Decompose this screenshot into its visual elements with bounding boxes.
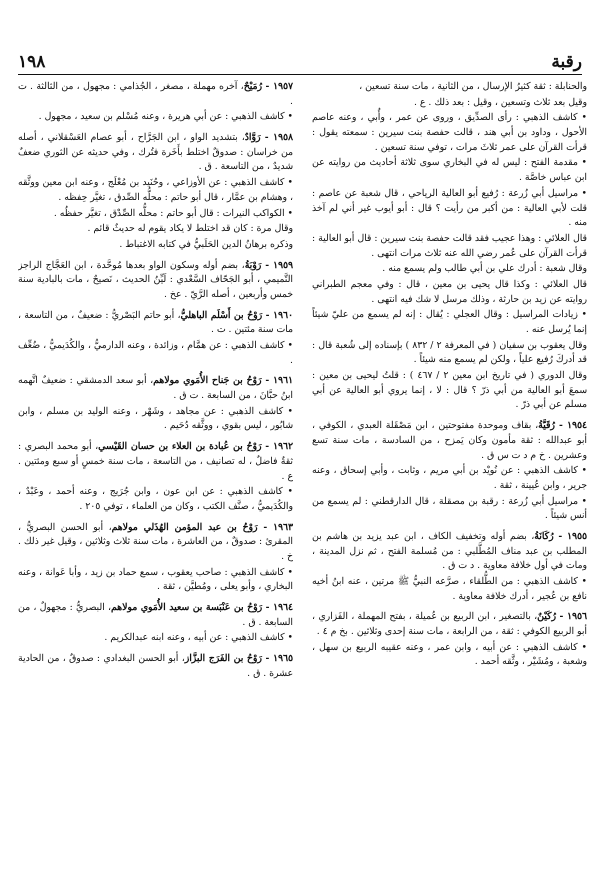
right-column	[312, 80, 587, 865]
paragraph-text: ، أبو الحسن البصريُّ ، المقرئ : صدوقٌ ، من العاشرة ، مات سنة ثلاث وثلاثين ، وقيل غير ذلك . خ .	[18, 521, 293, 562]
entry-name: رَوْحُ بن عَنْبَسة بن سعيد الأُمَوي مولاهم	[111, 602, 263, 613]
entry-name: رُكَانَةُ	[534, 530, 554, 542]
paragraph-text: • الكواكب النيرات : قال أبو حاتم : محلُّه الصِّدْق ، تغيَّر حفظُه .	[53, 207, 293, 219]
entry-name: رَوْبَةُ	[244, 259, 262, 271]
paragraph-text: ، بتشديد الواو ، ابن الجَرَّاح ، أبو عصام العَسْقلاني ، أصله من خراسان : صدوقٌ اختلط بأَخَرة فتُرك ، وفي حديثه عن الثوري ضعفٌ شديدٌ ، من التاسعة . ق .	[18, 132, 293, 173]
note-paragraph	[312, 575, 587, 604]
note-paragraph	[312, 308, 587, 337]
note-paragraph	[312, 187, 587, 231]
entry-name: رَوْحُ بن جَناح الأُمَوي مولاهم	[153, 375, 262, 387]
entry-paragraph	[18, 601, 293, 630]
paragraph-text: • مقدمة الفتح : ليس له في البخاري سوى ثلاثة أحاديث من روايته عن ابن عباس خاصَّة .	[312, 157, 587, 184]
note-paragraph	[18, 631, 293, 646]
paragraph-text: وقيل بعد ثلاث وتسعين ، وقيل : بعد ذلك . ع .	[414, 96, 587, 108]
paragraph-text: • كاشف الذهبي : عن أبيه ، وعنه ابنه عبدالكريم .	[104, 632, 293, 644]
note-paragraph	[312, 232, 587, 261]
entry-paragraph	[18, 80, 293, 109]
note-paragraph	[312, 111, 587, 155]
note-paragraph	[18, 485, 293, 514]
paragraph-text: • كاشف الذهبي : من الطُّلقاء ، صرَّعه النبيُّ ﷺ مرتين ، عنه ابنُ أخيه نافع بن عُجير ، أدرك خلافة معاوية .	[312, 576, 587, 602]
note-paragraph	[312, 278, 587, 307]
entry-paragraph	[18, 652, 293, 681]
entry-number: ١٩٦٢ -	[261, 441, 293, 453]
entry-number: ١٩٥٦ -	[555, 611, 587, 623]
note-paragraph	[312, 339, 587, 368]
paragraph-text: ، بقاف وموحدة مفتوحتين ، ابن مَصْقَلة العبدي ، الكوفي ، أبو عبدالله : ثقة مأمون وكان يَمزح ، من السادسة ، مات سنة تسع وعشرين . خ م د ت س ق .	[312, 420, 587, 461]
paragraph-text: ، آخره مهملة ، مصغر ، الجُذامي : مجهول ، من الثالثة . ت .	[18, 81, 293, 107]
note-paragraph	[18, 339, 293, 368]
paragraph-text: ، أبو الحسن البغدادي : صدوقٌ ، من الحادية عشرة . ق .	[18, 653, 293, 679]
note-paragraph	[312, 495, 587, 524]
paragraph-text: ، أبو محمد البصري : ثقةٌ فاضلٌ ، له تصانيف ، من التاسعة ، مات سنة خمسٍ أو سبع ومئتين . ع .	[18, 441, 293, 482]
entry-number: ١٩٥٧ -	[261, 81, 293, 92]
paragraph-text: ، بضم أوله وتخفيف الكاف ، ابن عبد يزيد بن هاشم بن المطلب بن عبد مناف المُطَّلبي : من مُسلمة الفتح ، ثم نزل المدينة ، ومات في أول خلافة معاوية . د ت ق .	[312, 530, 587, 572]
entry-number: ١٩٥٥ -	[553, 530, 587, 542]
paragraph-text: ، البصريُّ : مجهولٌ ، من السابعة . ق .	[18, 602, 293, 628]
entry-paragraph	[18, 131, 293, 175]
entry-paragraph	[312, 419, 587, 463]
entry-name: رَوْحُ بن أَسْلَم الباهليُّ	[180, 309, 263, 321]
paragraph-text: • كاشف الذهبي : عن مجاهد ، وشَهْر ، وعنه الوليد بن مسلم ، وابن شابُور ، ليس بقوي ، ووثَّقه دُحَيم .	[18, 405, 293, 432]
entry-number: ١٩٦٠ -	[262, 309, 293, 321]
page-header	[18, 52, 582, 75]
paragraph-text: • كاشف الذهبي : عن أبي هريرة ، وعنه مُسْلم بن سعيد ، مجهول .	[38, 111, 293, 123]
note-paragraph	[18, 207, 293, 222]
note-paragraph	[312, 262, 587, 277]
paragraph-text: قال العلائي : وهذا عجيب فقد قالت حفصة بنت سيرين : قال أبو العالية : قرأت القرآن على عُمر رضي الله عنه ثلاث مرات انتهى .	[312, 232, 587, 259]
paragraph-text: • كاشف الذهبي : عن نُويْد بن أبي مريم ، وثابت ، وأبي إسحاق ، وعنه جرير ، وابن عُيينة ، ثقة .	[312, 465, 587, 491]
paragraph-text: وقال الدوري ( في تاريخ ابن معين ٢ / ٤٦٧ ) : قلتُ ليحيى بن معين : سمعَ أبو العالية من أبي ذرّ ؟ قال : لا ، إنما يروي أبو العالية عن أبي مسلم عن أبي ذرّ .	[312, 370, 587, 411]
paragraph-text: ، بضم أوله وسكون الواو بعدها مُوحَّدة ، ابن العَجَّاج الراجز التَّميمي ، أبو الجَحّاف السَّعْدي : لَيِّنُ الحديث ، نَصيحٌ ، مات بالبادية سنة خمس وأربعين ، أصله الرَّيّ . عخ .	[18, 259, 293, 300]
entry-paragraph	[312, 610, 587, 639]
note-paragraph	[18, 405, 293, 434]
paragraph-text: • كاشف الذهبي : رأى الصدِّيق ، وروى عن عمر ، وأُبي ، وعنه عاصم الأحول ، وداود بن أبي هند ، قالت حفصة بنت سيرين : سمعته يقول : قرأت القرآن على عمر ثلاثَ مرات ، توفي سنة تسعين .	[312, 112, 587, 153]
paragraph-text: • كاشف الذهبي : عن همَّام ، وزائدة ، وعنه الدارميُّ ، والكُدَيميُّ ، ضُعِّف .	[18, 340, 293, 366]
entry-number: ١٩٦٥ -	[261, 653, 293, 665]
entry-paragraph	[18, 259, 293, 303]
paragraph-text: • مراسيل أبي زُرعة : رقبة بن مصقلة ، قال الدارقطني : لم يسمع من أنس شيئاً .	[312, 495, 587, 522]
note-paragraph	[312, 156, 587, 185]
note-paragraph	[312, 80, 587, 95]
entry-name: رُكَيْنٌ	[537, 611, 556, 623]
entry-name: رَوْحُ بن عبد المؤمن الهُذَلي مولاهم	[111, 521, 258, 533]
paragraph-text: • كاشف الذهبي : عن الأوزاعي ، وحُنَيد بن مُعْلَج ، وعنه ابن معين ووثَّقه ، وهشام بن عمَّار ، قال أبو حاتم : محلُّه الصِّدق ، تغيَّر حِفظه .	[18, 177, 293, 203]
paragraph-text: • مراسيل أبي زُرعة : رُفيع أبو العالية الرياحي ، قال شعبة عن عاصم : قلت لأبي العالية : من أكبر من رأيت ؟ قال : أبو أيوب غير أني لم آخذ منه .	[312, 187, 587, 229]
entry-number: ١٩٦١ -	[261, 375, 293, 387]
paragraph-text: ، بالتصغير ، ابن الربيع بن عُميلة ، بفتح المهملة ، الفَزاري ، أبو الربيع الكوفي : ثقة ، من الرابعة ، مات سنة إحدى وثلاثين . بخ م ٤ .	[312, 611, 587, 638]
paragraph-text: • كاشف الذهبي : عن أبيه ، وابن عمر ، وعنه عقيبه الربيع بن سهل ، وشعبة ، ومُشَيْر ، وثَّقه أحمد .	[312, 641, 587, 668]
note-paragraph	[312, 464, 587, 493]
paragraph-text: وقال شعبة : أدرك علي بن أبي طالب ولم يسمع منه .	[382, 263, 587, 275]
entry-paragraph	[18, 440, 293, 484]
entry-number: ١٩٦٣ -	[257, 521, 293, 533]
entry-number: ١٩٥٤ -	[554, 420, 587, 432]
entry-name: رُمَيْحٌ	[243, 81, 262, 92]
entry-paragraph	[18, 309, 293, 338]
entry-number: ١٩٥٨ -	[260, 132, 293, 144]
note-paragraph	[18, 238, 293, 253]
entry-name: رُقَيَّةُ	[538, 420, 555, 432]
paragraph-text: ، أبو حاتم البَصْريُّ : ضعيفٌ ، من التاسعة ، مات سنة مئتين . ت .	[18, 309, 293, 336]
note-paragraph	[312, 96, 587, 111]
entry-name: رَوْحُ بن الفَرَج البزَّاز	[184, 653, 262, 665]
note-paragraph	[18, 110, 293, 125]
paragraph-text: والحنابلة : ثقة كثيرُ الإرسال ، من الثانية ، مات سنة تسعين ،	[359, 81, 587, 92]
entry-paragraph	[18, 521, 293, 565]
paragraph-text: • كاشف الذهبي : صاحب يعقوب ، سمع حماد بن زيد ، وأبا عَوانة ، وعنه البخاري ، وأبو يعلى ، ومُطيَّن ، ثقة .	[18, 566, 293, 593]
paragraph-text: قال العلائي : وكذا قال يحيى بن معين ، قال : وفي معجم الطبراني روايته عن زيد بن حارثة ، وذلك مرسل لا شك فيه انتهى .	[312, 278, 587, 305]
paragraph-text: • زيادات المراسيل : وقال العجلي : يُقال : إنه لم يسمع من عليّ شيئاً إنما يُرسل عنه .	[312, 309, 587, 335]
paragraph-text: وقال مرة : كان قد اختلط لا يكاد يقوم له حديثٌ قائم .	[87, 223, 293, 235]
running-title: رقبة	[551, 52, 582, 72]
entry-number: ١٩٦٤ -	[262, 602, 293, 613]
note-paragraph	[18, 566, 293, 595]
left-column	[18, 80, 293, 865]
note-paragraph	[18, 176, 293, 205]
paragraph-text: ، أبو سعد الدمشقي : ضعيفٌ اتَّهمه ابنُ حبَّانَ ، من السابعة . ت ق .	[18, 375, 293, 402]
entry-name: رَوَّادٌ	[244, 132, 261, 144]
paragraph-text: • كاشف الذهبي : عن ابن عون ، وابن جُرَيج ، وعنه أحمد ، وعَبْدٌ ، والكُدَيميُّ ، صنَّف الكتب ، وكان من العلماء ، توفي ٢٠٥ .	[18, 486, 293, 512]
page-number: ١٩٨	[18, 52, 46, 72]
note-paragraph	[312, 641, 587, 670]
paragraph-text: وقال يعقوب بن سفيان ( في المعرفة ٢ / ٨٣٢ ) بإسناده إلى شُعبة قال : قد أدركَ رُفيع علياً ، ولكن لم يسمع منه شيئاً .	[312, 339, 587, 366]
paragraph-text: وذكره برهانُ الدين الحَلَبيُّ في كتابه الاغتباط .	[119, 238, 293, 250]
note-paragraph	[312, 369, 587, 413]
entry-paragraph	[312, 530, 587, 574]
entry-name: رَوْحُ بن عُبادة بن العلاء بن حسان القَيْسي	[98, 441, 262, 453]
entry-paragraph	[18, 374, 293, 403]
entry-number: ١٩٥٩ -	[261, 259, 293, 271]
note-paragraph	[18, 222, 293, 237]
